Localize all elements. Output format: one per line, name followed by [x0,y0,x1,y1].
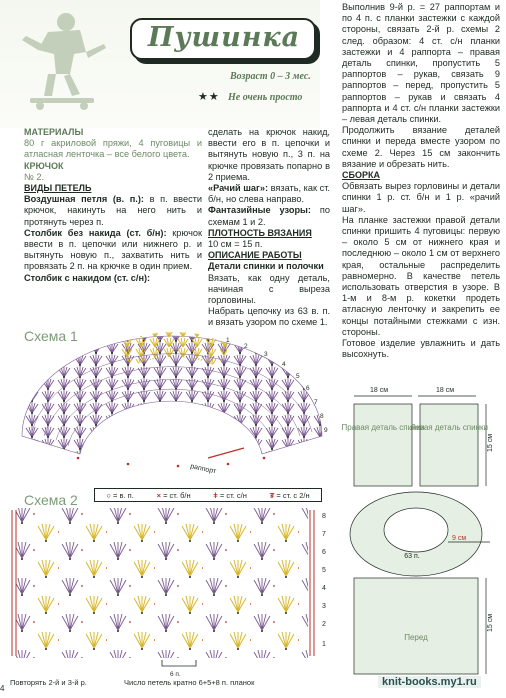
difficulty-label: Не очень просто [228,92,303,103]
page-number: 4 [0,684,5,693]
density-text: 10 см = 15 п. [208,239,263,250]
back-text: Вязать, как одну деталь, начиная с выреза горловины. [208,272,330,306]
repeat-note: Повторять 2-й и 3-й р. [10,678,87,687]
air-loop-term: Воздушная петля (в. п.): [24,194,144,205]
description-heading: ОПИСАНИЕ РАБОТЫ [208,250,302,261]
fancy-text: по схемам 1 и 2. [208,205,330,227]
right-back-label: Правая деталь спинки [341,423,425,432]
scheme-2-row-numbers [322,513,326,648]
dc-paragraph [24,273,202,284]
dim-right-back-width: 18 см [370,387,389,394]
materials-heading: МАТЕРИАЛЫ [24,127,84,137]
fancy-paragraph [208,205,330,227]
sc-paragraph [24,228,202,273]
scheme-2-row-2: 2 [322,621,326,628]
assembly-heading: СБОРКА [342,170,380,181]
hook-heading: КРЮЧОК [24,160,64,171]
density-heading: ПЛОТНОСТЬ ВЯЗАНИЯ [208,227,312,238]
yoke-paragraph: Выполнив 9-й р. = 27 раппортам и по 4 п. с планки застежки с каждой стороны, связать 2-й р. схемы 2 след. образом: 4 ст. с/н планки застежки и 4 раппорта – правая деталь спинки, пропустить 5 раппортов – рукав, связать 9 раппортов – перед, пропустить 5 раппортов – рукав и связать 4 раппорта и 4 ст. с/н планки застежки – левая деталь спинки. [342,2,500,125]
sc-text: крючок ввести в п. цепочки или нижнего р. и вытянуть новую п., захватить нить и провязать 2 п. на крючке в один прием. [24,227,202,272]
dim-yoke-depth: 9 см [452,535,467,542]
back-text-2: Набрать цепочку из 63 в. п. и вязать узором по схеме 1. [208,306,330,328]
edging-paragraph: Обвязать вырез горловины и детали спинки 1 р. ст. б/н и 1 р. «рачий шаг». [342,181,500,214]
scheme-2-row-1: 1 [322,641,326,648]
scheme-2-row-7: 7 [322,531,326,538]
back-heading: Детали спинки и полочки [208,261,324,272]
buttons-paragraph: На планке застежки правой детали спинки пришить 4 пуговицы: первую – около 5 см от нижнего края и последнюю – около 1 см от верхнего края, остальные распределить равномерно. В качестве петель использовать отверстия в узоре. В 1-м и 8-м р. кокетки продеть атласную ленточку и закрепить ее концы потайными стежками с изн. стороны. [342,214,500,337]
air-loop-text: в п. ввести крючок, накинуть на него нить и протянуть через п. [24,194,203,227]
fancy-term: Фантазийные узоры: [208,205,311,216]
scheme-1-row-3: 3 [264,351,268,358]
scheme-2-diagram [10,506,336,682]
scheme-1-row-7: 7 [314,399,318,406]
difficulty-stars: ★★ [198,91,220,103]
stitch-legend [94,488,322,502]
scheme-1-title: Схема 1 [24,328,78,344]
scheme-2-row-3: 3 [322,603,326,610]
age-label: Возраст 0 – 3 мес. [230,71,311,82]
legend-dc2: ₮ = ст. с 2/н [269,490,310,500]
scheme-1-row-4: 4 [282,361,286,368]
scheme-1-row-5: 5 [296,373,300,380]
text-column-3 [342,2,500,361]
text-column-1 [24,127,202,284]
front-label: Перед [404,633,428,642]
scheme-2-row-4: 4 [322,585,326,592]
left-back-label: Левая деталь спинки [410,423,488,432]
scheme-2-row-8: 8 [322,513,326,520]
dc-text: сделать на крючок накид, ввести его в п. цепочки и вытянуть новую п., 3 п. на крючке провязать попарно в 2 приема. [208,127,330,182]
finish-paragraph: Готовое изделие увлажнить и дать высохнуть. [342,338,500,360]
scheme-2-row-6: 6 [322,549,326,556]
dim-back-height: 15 см [487,433,494,452]
rapport-label: раппорт [189,463,217,476]
legend-sc: × = ст. б/н [156,490,191,500]
neck-stitch-count: 63 п. [404,553,420,560]
scheme-2-title: Схема 2 [24,492,78,508]
skateboard-kid-logo [8,4,118,114]
site-watermark: knit-books.my1.ru [378,676,481,688]
text-column-2 [208,127,330,329]
hook-text: № 2. [24,171,45,182]
sc-term: Столбик без накида (ст. б/н): [24,227,167,238]
rach-paragraph [208,183,330,205]
dc-term: Столбик с накидом (ст. с/н): [24,272,151,283]
stitch-types-heading: ВИДЫ ПЕТЕЛЬ [24,183,92,194]
legend-dc: ǂ = ст. с/н [213,490,247,500]
scheme-1-row-2: 2 [244,343,248,350]
rapport-count: 6 п. [170,671,181,678]
dim-left-back-width: 18 см [436,387,455,394]
materials-text: 80 г акриловой пряжи, 4 пуговицы и атласная ленточка – все белого цвета. [24,138,202,160]
continue-paragraph: Продолжить вязание деталей спинки и переда вместе узором по схеме 2. Через 15 см закончить вязание и обрезать нить. [342,125,500,169]
dim-front-height: 15 см [487,613,494,632]
scheme-1-row-8: 8 [320,413,324,420]
scheme-2-row-5: 5 [322,567,326,574]
legend-chain: ○ = в. п. [106,490,134,500]
air-loop-paragraph [24,194,202,228]
scheme-1-row-1: 1 [226,337,230,344]
rach-text: вязать, как ст. б/н, но слева направо. [208,183,330,205]
scheme-1-diagram [8,318,338,480]
stitch-count-note: Число петель кратно 6+5+8 п. планок [124,678,255,687]
scheme-1-row-9: 9 [324,427,328,434]
rach-term: «Рачий шаг»: [208,183,269,194]
garment-pattern [340,382,500,682]
page-title: Пушинка [147,22,301,53]
scheme-1-row-6: 6 [306,385,310,392]
